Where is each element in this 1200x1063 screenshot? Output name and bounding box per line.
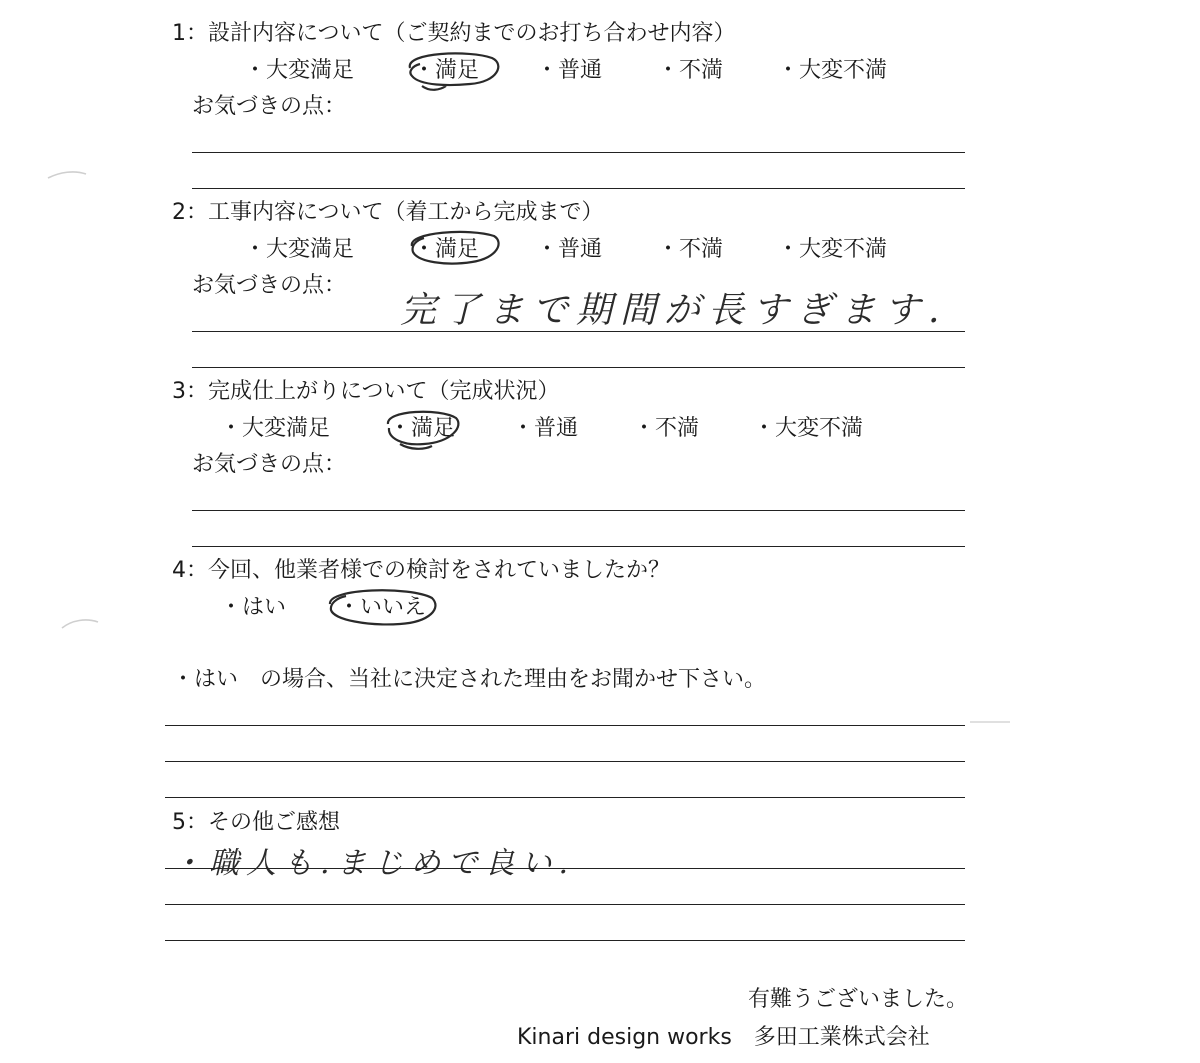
q2-option-normal[interactable]: ・普通 <box>536 237 603 262</box>
q4-option-yes[interactable]: ・はい <box>220 595 287 620</box>
q1-notes-line-2 <box>192 188 965 189</box>
q3-notes-label: お気づきの点： <box>192 452 347 477</box>
q4-reason-line-1 <box>165 725 965 726</box>
q2-option-very-dissatisfied[interactable]: ・大変不満 <box>777 237 888 262</box>
q3-option-satisfied[interactable]: ・満足 <box>389 416 456 441</box>
q2-notes-line-1 <box>192 331 965 332</box>
q4-reason-line-2 <box>165 761 965 762</box>
q3-notes-line-2 <box>192 546 965 547</box>
q5-answer-line-1 <box>165 868 965 869</box>
q1-notes-line-1 <box>192 152 965 153</box>
q2-option-dissatisfied[interactable]: ・不満 <box>657 237 724 262</box>
thanks-message: 有難うございました。 <box>748 987 969 1012</box>
q4-reason-line-3 <box>165 797 965 798</box>
q3-option-normal[interactable]: ・普通 <box>512 416 579 441</box>
q1-option-normal[interactable]: ・普通 <box>536 58 603 83</box>
q4-title: 4：今回、他業者様での検討をされていましたか？ <box>172 558 670 583</box>
q3-option-very-dissatisfied[interactable]: ・大変不満 <box>753 416 864 441</box>
q2-notes-line-2 <box>192 367 965 368</box>
scan-artifact-2 <box>62 620 98 628</box>
q1-title: 1：設計内容について（ご契約までのお打ち合わせ内容） <box>172 21 736 46</box>
q1-option-very-dissatisfied[interactable]: ・大変不満 <box>777 58 888 83</box>
q2-option-satisfied[interactable]: ・満足 <box>413 237 480 262</box>
q1-notes-label: お気づきの点： <box>192 94 347 119</box>
q2-notes-label: お気づきの点： <box>192 273 347 298</box>
q2-title: 2：工事内容について（着工から完成まで） <box>172 200 604 225</box>
q1-option-very-satisfied[interactable]: ・大変満足 <box>244 58 355 83</box>
q5-title: 5：その他ご感想 <box>172 810 340 835</box>
scan-artifact-1 <box>48 172 86 178</box>
q3-option-very-satisfied[interactable]: ・大変満足 <box>220 416 331 441</box>
q3-title: 3：完成仕上がりについて（完成状況） <box>172 379 560 404</box>
q2-notes-text[interactable]: 完了まで期間が長すぎます. <box>400 290 948 331</box>
company-name: Kinari design works 多田工業株式会社 <box>517 1025 930 1050</box>
q1-option-dissatisfied[interactable]: ・不満 <box>657 58 724 83</box>
q3-option-dissatisfied[interactable]: ・不満 <box>633 416 700 441</box>
q1-option-satisfied[interactable]: ・満足 <box>413 58 480 83</box>
q2-option-very-satisfied[interactable]: ・大変満足 <box>244 237 355 262</box>
q4-followup-question: ・はい の場合、当社に決定された理由をお聞かせ下さい。 <box>172 667 767 692</box>
q5-answer-line-2 <box>165 904 965 905</box>
q3-notes-line-1 <box>192 510 965 511</box>
q4-option-no[interactable]: ・いいえ <box>338 595 427 620</box>
q5-answer-text[interactable]: ・職人も.まじめで良い. <box>172 846 576 881</box>
q5-answer-line-3 <box>165 940 965 941</box>
